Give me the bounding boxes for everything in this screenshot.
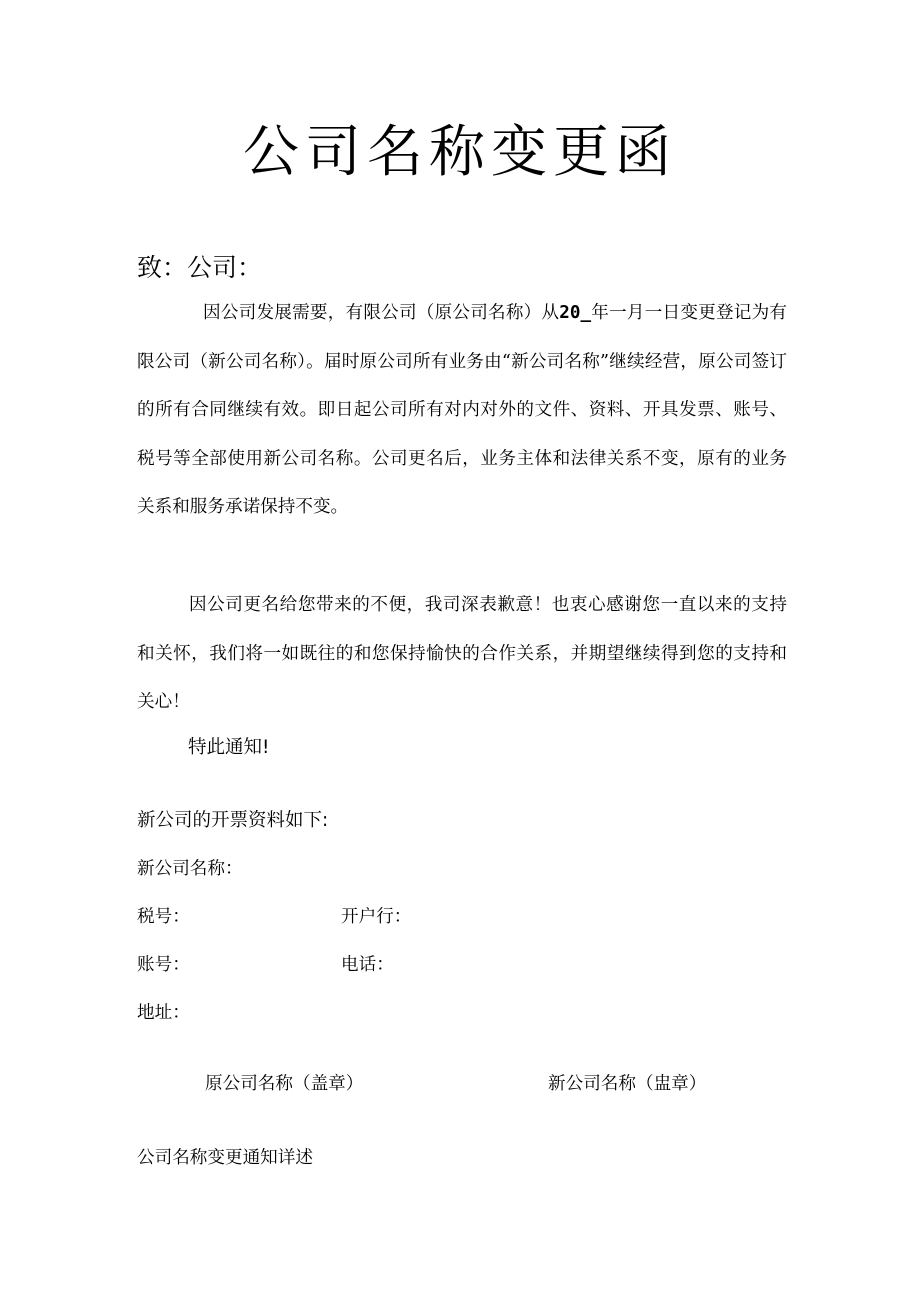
invoice-info-heading: 新公司的开票资料如下: xyxy=(137,810,329,831)
field-new-company-name: 新公司名称： xyxy=(137,859,243,879)
seal-new-company: 新公司名称（盅章） xyxy=(548,1074,707,1094)
footer-caption: 公司名称变更通知详述 xyxy=(137,1148,313,1168)
paragraph-name-change xyxy=(137,289,787,532)
salutation: 致：公司： xyxy=(137,253,263,282)
field-account: 账号： xyxy=(137,955,190,975)
paragraph-apology: 因公司更名给您带来的不便，我司深表歉意！也衷心感谢您一直以来的支持和关怀，我们将一如既往的和您保持愉快的合作关系，并期望继续得到您的支持和关心！ xyxy=(137,595,787,712)
year-placeholder: 20_ xyxy=(559,303,592,323)
field-address: 地址： xyxy=(137,1003,190,1023)
paragraph-name-change-part2: 年一月一日变更登记为有限公司（新公司名称）。届时原公司所有业务由“新公司名称”继续经营，原公司签订的所有合同继续有效。即日起公司所有对内对外的文件、资料、开具发票、账号、税号等全部使用新公司名称。公司更名后，业务主体和法律关系不变，原有的业务关系和服务承诺保持不变。 xyxy=(137,303,787,517)
document-title: 公司名称变更函 xyxy=(243,120,677,185)
field-phone: 电话： xyxy=(341,955,394,975)
paragraph-name-change-part1: 因公司发展需要，有限公司（原公司名称）从 xyxy=(203,303,560,323)
field-tax-id: 税号： xyxy=(137,907,190,927)
seal-old-company: 原公司名称（盖章） xyxy=(205,1074,364,1094)
notice-line: 特此通知! xyxy=(188,737,270,758)
field-bank: 开户行： xyxy=(341,907,412,927)
